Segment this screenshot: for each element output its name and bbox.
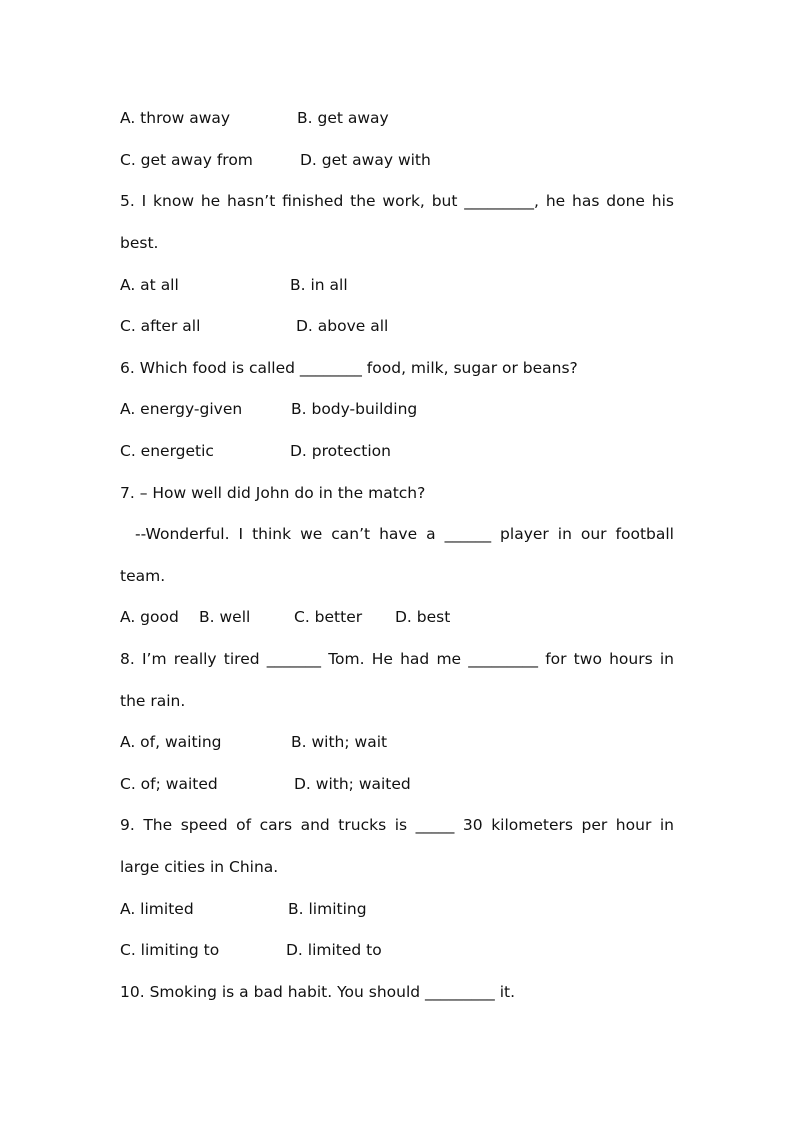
option-d: D. above all (296, 317, 389, 335)
option-c: C. after all (120, 317, 201, 335)
option-b: B. get away (297, 109, 389, 127)
question-10-text: 10. Smoking is a bad habit. You should _________ it. (120, 983, 516, 1001)
option-d: D. get away with (300, 151, 431, 169)
option-a: A. throw away (120, 109, 231, 127)
question-7-text-cont: team. (120, 567, 166, 585)
option-a: A. of, waiting (120, 733, 222, 751)
question-7-reply: --Wonderful. I think we can’t have a ______ player in our football (135, 525, 674, 543)
option-d: D. with; waited (294, 775, 411, 793)
option-b: B. in all (290, 276, 348, 294)
option-a: A. limited (120, 900, 194, 918)
question-5-text-cont: best. (120, 234, 159, 252)
option-c: C. limiting to (120, 941, 220, 959)
option-b: B. limiting (288, 900, 367, 918)
question-7-text: 7. – How well did John do in the match? (120, 484, 426, 502)
option-a: A. energy-given (120, 400, 243, 418)
option-c: C. get away from (120, 151, 253, 169)
question-5-text: 5. I know he hasn’t finished the work, but _________, he has done his (120, 192, 674, 210)
option-c: C. energetic (120, 442, 214, 460)
option-d: D. protection (290, 442, 391, 460)
option-b: B. with; wait (291, 733, 388, 751)
option-a: A. at all (120, 276, 179, 294)
option-c: C. of; waited (120, 775, 218, 793)
question-9-text: 9. The speed of cars and trucks is _____ 30 kilometers per hour in (120, 816, 674, 834)
question-8-text-cont: the rain. (120, 692, 186, 710)
option-d: D. best (395, 608, 451, 626)
option-b: B. body-building (291, 400, 418, 418)
question-8-text: 8. I’m really tired _______ Tom. He had me _________ for two hours in (120, 650, 674, 668)
option-a: A. good (120, 608, 179, 626)
option-c: C. better (294, 608, 363, 626)
question-6-text: 6. Which food is called ________ food, milk, sugar or beans? (120, 359, 578, 377)
option-b: B. well (199, 608, 251, 626)
question-9-text-cont: large cities in China. (120, 858, 279, 876)
option-d: D. limited to (286, 941, 382, 959)
